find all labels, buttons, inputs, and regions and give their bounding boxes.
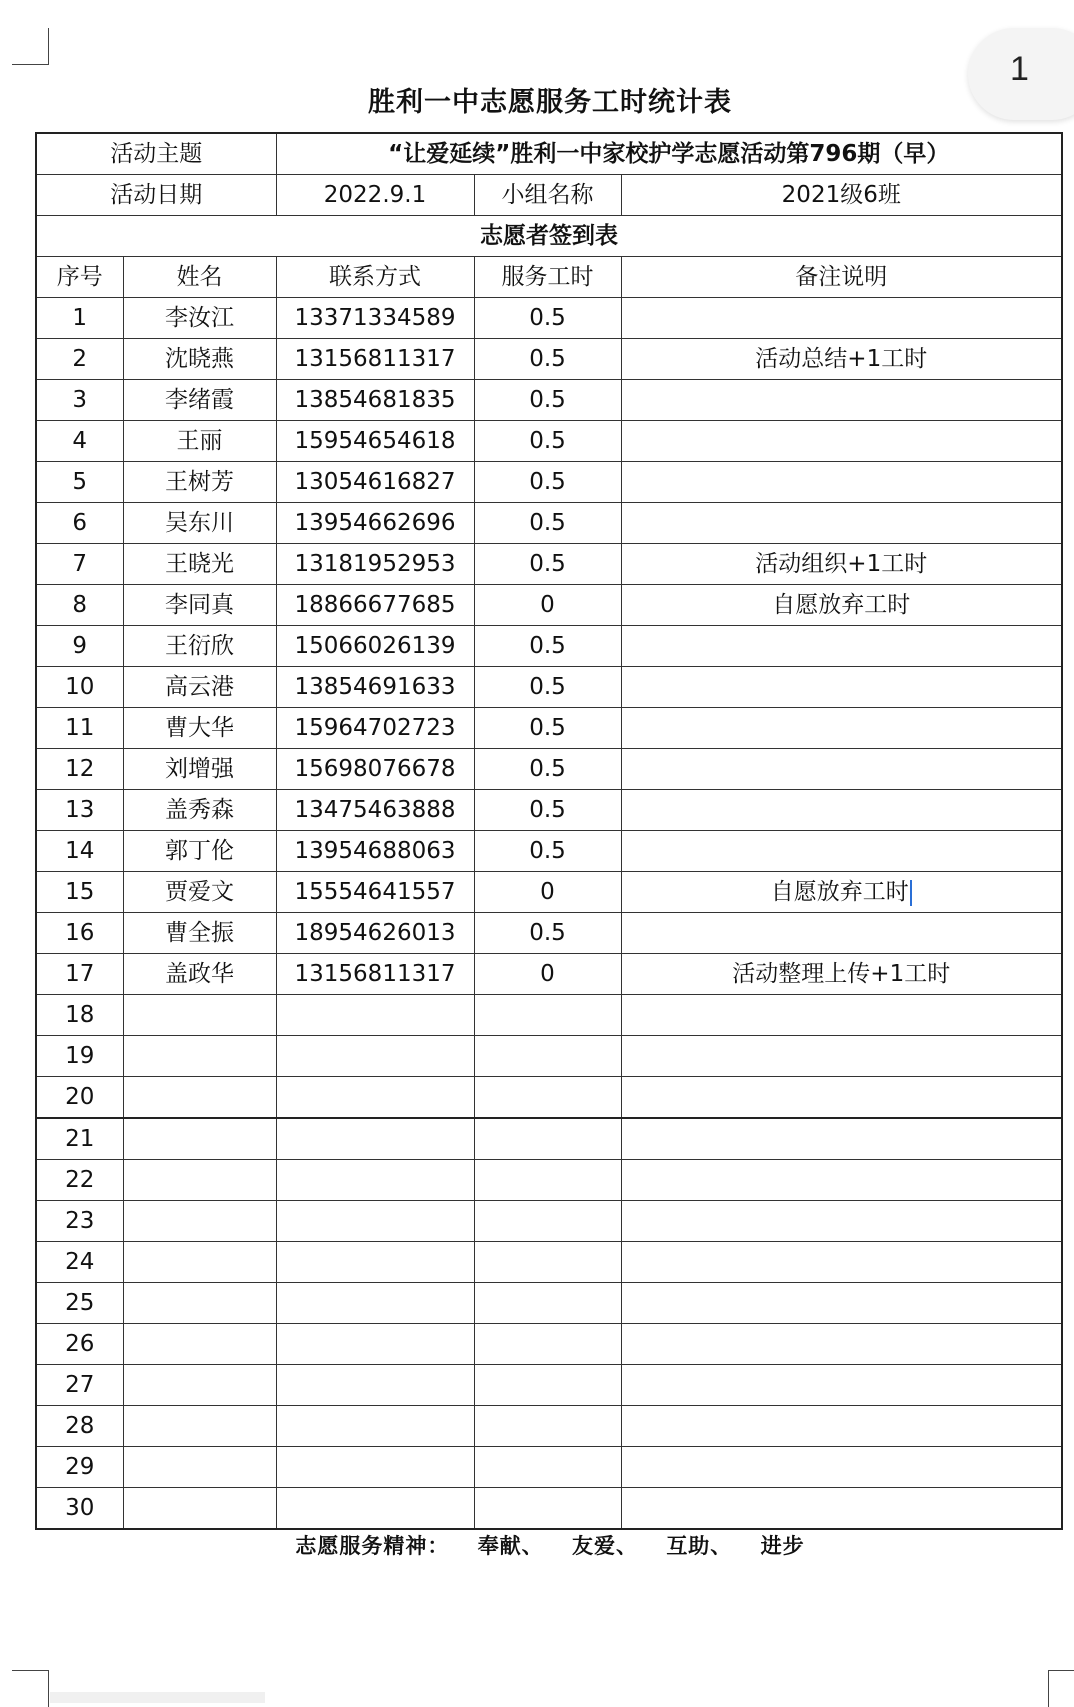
volunteer-name-cell[interactable] bbox=[123, 1447, 276, 1488]
remark-cell[interactable] bbox=[621, 1077, 1062, 1119]
row-number-cell[interactable]: 15 bbox=[36, 872, 123, 913]
remark-cell[interactable]: 活动总结+1工时 bbox=[621, 339, 1062, 380]
table-row bbox=[36, 1365, 1062, 1406]
table-row bbox=[36, 1160, 1062, 1201]
phone-number-cell[interactable] bbox=[276, 1447, 474, 1488]
service-hours-cell[interactable]: 0.5 bbox=[474, 626, 621, 667]
header-hours: 服务工时 bbox=[474, 257, 621, 298]
row-number-cell[interactable]: 9 bbox=[36, 626, 123, 667]
remark-cell[interactable]: 自愿放弃工时 bbox=[621, 872, 1062, 913]
row-number-cell[interactable]: 24 bbox=[36, 1242, 123, 1283]
table-row bbox=[36, 298, 1062, 339]
document-title: 胜利一中志愿服务工时统计表 bbox=[368, 87, 732, 118]
remark-cell[interactable] bbox=[621, 667, 1062, 708]
remark-cell[interactable] bbox=[621, 913, 1062, 954]
row-number-cell[interactable]: 5 bbox=[36, 462, 123, 503]
volunteer-name-cell[interactable]: 高云港 bbox=[123, 667, 276, 708]
service-hours-cell[interactable]: 0.5 bbox=[474, 339, 621, 380]
section-title: 志愿者签到表 bbox=[36, 216, 1062, 257]
service-hours-cell[interactable] bbox=[474, 1365, 621, 1406]
remark-cell[interactable] bbox=[621, 1118, 1062, 1160]
phone-number-cell[interactable] bbox=[276, 1406, 474, 1447]
phone-number-cell[interactable]: 13181952953 bbox=[276, 544, 474, 585]
phone-number-cell[interactable]: 15554641557 bbox=[276, 872, 474, 913]
phone-number-cell[interactable]: 13475463888 bbox=[276, 790, 474, 831]
service-hours-cell[interactable] bbox=[474, 1160, 621, 1201]
remark-cell[interactable] bbox=[621, 1406, 1062, 1447]
remark-cell[interactable] bbox=[621, 831, 1062, 872]
volunteer-name-cell[interactable]: 盖政华 bbox=[123, 954, 276, 995]
table-row bbox=[36, 462, 1062, 503]
topic-label: 活动主题 bbox=[36, 133, 276, 175]
volunteer-name-cell[interactable] bbox=[123, 1201, 276, 1242]
row-number-cell[interactable]: 17 bbox=[36, 954, 123, 995]
header-name: 姓名 bbox=[123, 257, 276, 298]
remark-cell[interactable] bbox=[621, 421, 1062, 462]
volunteer-name-cell[interactable]: 王树芳 bbox=[123, 462, 276, 503]
row-number-cell[interactable]: 16 bbox=[36, 913, 123, 954]
table-row bbox=[36, 585, 1062, 626]
footer-value: 进步 bbox=[760, 1534, 805, 1558]
service-hours-cell[interactable] bbox=[474, 1242, 621, 1283]
remark-cell[interactable]: 活动整理上传+1工时 bbox=[621, 954, 1062, 995]
group-label: 小组名称 bbox=[474, 175, 621, 216]
service-hours-cell[interactable]: 0.5 bbox=[474, 749, 621, 790]
text-cursor bbox=[910, 880, 912, 906]
service-hours-cell[interactable]: 0.5 bbox=[474, 421, 621, 462]
phone-number-cell[interactable] bbox=[276, 1488, 474, 1530]
remark-cell[interactable] bbox=[621, 749, 1062, 790]
table-row bbox=[36, 708, 1062, 749]
volunteer-name-cell[interactable]: 盖秀森 bbox=[123, 790, 276, 831]
service-hours-cell[interactable]: 0.5 bbox=[474, 708, 621, 749]
phone-number-cell[interactable]: 13054616827 bbox=[276, 462, 474, 503]
volunteer-name-cell[interactable] bbox=[123, 1242, 276, 1283]
header-note: 备注说明 bbox=[621, 257, 1062, 298]
page-corner-mark-top-left bbox=[12, 28, 49, 65]
phone-number-cell[interactable] bbox=[276, 1365, 474, 1406]
table-row bbox=[36, 1406, 1062, 1447]
footer-value: 奉献、 bbox=[477, 1534, 544, 1558]
service-hours-cell[interactable] bbox=[474, 1118, 621, 1160]
row-number-cell[interactable]: 20 bbox=[36, 1077, 123, 1119]
phone-number-cell[interactable]: 15954654618 bbox=[276, 421, 474, 462]
remark-cell[interactable] bbox=[621, 626, 1062, 667]
phone-number-cell[interactable] bbox=[276, 1201, 474, 1242]
table-row bbox=[36, 380, 1062, 421]
service-hours-cell[interactable] bbox=[474, 1406, 621, 1447]
phone-number-cell[interactable]: 13371334589 bbox=[276, 298, 474, 339]
table-row bbox=[36, 544, 1062, 585]
service-hours-cell[interactable]: 0 bbox=[474, 585, 621, 626]
row-number-cell[interactable]: 6 bbox=[36, 503, 123, 544]
table-row bbox=[36, 1324, 1062, 1365]
volunteer-name-cell[interactable]: 曹大华 bbox=[123, 708, 276, 749]
table-row bbox=[36, 503, 1062, 544]
volunteer-name-cell[interactable]: 李汝江 bbox=[123, 298, 276, 339]
table-row bbox=[36, 1036, 1062, 1077]
service-hours-cell[interactable]: 0.5 bbox=[474, 831, 621, 872]
phone-number-cell[interactable]: 15698076678 bbox=[276, 749, 474, 790]
service-hours-cell[interactable]: 0.5 bbox=[474, 544, 621, 585]
row-number-cell[interactable]: 12 bbox=[36, 749, 123, 790]
remark-cell[interactable] bbox=[621, 1324, 1062, 1365]
volunteer-name-cell[interactable]: 郭丁伦 bbox=[123, 831, 276, 872]
volunteer-name-cell[interactable]: 沈晓燕 bbox=[123, 339, 276, 380]
row-number-cell[interactable]: 26 bbox=[36, 1324, 123, 1365]
service-hours-cell[interactable] bbox=[474, 1488, 621, 1530]
footer-label: 志愿服务精神： bbox=[295, 1534, 450, 1558]
remark-cell[interactable] bbox=[621, 298, 1062, 339]
row-number-cell[interactable]: 30 bbox=[36, 1488, 123, 1530]
phone-number-cell[interactable]: 13954688063 bbox=[276, 831, 474, 872]
volunteer-name-cell[interactable] bbox=[123, 1406, 276, 1447]
service-hours-cell[interactable]: 0 bbox=[474, 954, 621, 995]
topic-row bbox=[36, 133, 1062, 175]
remark-cell[interactable]: 自愿放弃工时 bbox=[621, 585, 1062, 626]
phone-number-cell[interactable]: 13854691633 bbox=[276, 667, 474, 708]
volunteer-name-cell[interactable]: 李同真 bbox=[123, 585, 276, 626]
remark-cell[interactable] bbox=[621, 462, 1062, 503]
group-value[interactable]: 2021级6班 bbox=[621, 175, 1062, 216]
service-hours-cell[interactable]: 0.5 bbox=[474, 667, 621, 708]
remark-cell[interactable] bbox=[621, 1365, 1062, 1406]
scroll-strip bbox=[50, 1692, 265, 1703]
remark-cell[interactable]: 活动组织+1工时 bbox=[621, 544, 1062, 585]
row-number-cell[interactable]: 27 bbox=[36, 1365, 123, 1406]
footer-motto bbox=[0, 1530, 1074, 1560]
table-row bbox=[36, 626, 1062, 667]
service-hours-cell[interactable] bbox=[474, 1201, 621, 1242]
row-number-cell[interactable]: 19 bbox=[36, 1036, 123, 1077]
service-hours-cell[interactable]: 0.5 bbox=[474, 790, 621, 831]
service-hours-cell[interactable]: 0 bbox=[474, 872, 621, 913]
row-number-cell[interactable]: 7 bbox=[36, 544, 123, 585]
remark-cell[interactable] bbox=[621, 1242, 1062, 1283]
volunteer-name-cell[interactable] bbox=[123, 1118, 276, 1160]
row-number-cell[interactable]: 2 bbox=[36, 339, 123, 380]
phone-number-cell[interactable]: 13156811317 bbox=[276, 339, 474, 380]
table-row bbox=[36, 1242, 1062, 1283]
volunteer-name-cell[interactable]: 王衍欣 bbox=[123, 626, 276, 667]
service-hours-cell[interactable]: 0.5 bbox=[474, 503, 621, 544]
table-row bbox=[36, 749, 1062, 790]
service-hours-cell[interactable] bbox=[474, 1283, 621, 1324]
row-number-cell[interactable]: 10 bbox=[36, 667, 123, 708]
phone-number-cell[interactable] bbox=[276, 1242, 474, 1283]
table-row bbox=[36, 995, 1062, 1036]
page-corner-mark-bottom-left bbox=[12, 1670, 49, 1707]
page-corner-mark-bottom-right bbox=[1048, 1670, 1074, 1707]
row-number-cell[interactable]: 8 bbox=[36, 585, 123, 626]
remark-cell[interactable] bbox=[621, 503, 1062, 544]
phone-number-cell[interactable]: 15066026139 bbox=[276, 626, 474, 667]
volunteer-name-cell[interactable]: 王晓光 bbox=[123, 544, 276, 585]
volunteer-name-cell[interactable] bbox=[123, 1324, 276, 1365]
remark-cell[interactable] bbox=[621, 1447, 1062, 1488]
table-row bbox=[36, 831, 1062, 872]
table-row bbox=[36, 1118, 1062, 1160]
volunteer-name-cell[interactable] bbox=[123, 995, 276, 1036]
service-hours-cell[interactable]: 0.5 bbox=[474, 380, 621, 421]
service-hours-cell[interactable] bbox=[474, 1077, 621, 1119]
service-hours-cell[interactable] bbox=[474, 1036, 621, 1077]
service-hours-cell[interactable] bbox=[474, 1447, 621, 1488]
table-row bbox=[36, 421, 1062, 462]
row-number-cell[interactable]: 11 bbox=[36, 708, 123, 749]
remark-cell[interactable] bbox=[621, 1488, 1062, 1530]
volunteer-name-cell[interactable] bbox=[123, 1488, 276, 1530]
service-hours-cell[interactable] bbox=[474, 995, 621, 1036]
phone-number-cell[interactable]: 13854681835 bbox=[276, 380, 474, 421]
service-hours-cell[interactable] bbox=[474, 1324, 621, 1365]
footer-value: 互助、 bbox=[666, 1534, 733, 1558]
row-number-cell[interactable]: 18 bbox=[36, 995, 123, 1036]
remark-cell[interactable] bbox=[621, 995, 1062, 1036]
phone-number-cell[interactable]: 18866677685 bbox=[276, 585, 474, 626]
volunteer-name-cell[interactable]: 贾爱文 bbox=[123, 872, 276, 913]
row-number-cell[interactable]: 29 bbox=[36, 1447, 123, 1488]
remark-cell[interactable] bbox=[621, 1283, 1062, 1324]
row-number-cell[interactable]: 1 bbox=[36, 298, 123, 339]
volunteer-name-cell[interactable] bbox=[123, 1283, 276, 1324]
volunteer-hours-table bbox=[35, 132, 1063, 1530]
header-no: 序号 bbox=[36, 257, 123, 298]
table-row bbox=[36, 1077, 1062, 1119]
phone-number-cell[interactable] bbox=[276, 1036, 474, 1077]
phone-number-cell[interactable] bbox=[276, 1283, 474, 1324]
table-row bbox=[36, 339, 1062, 380]
volunteer-name-cell[interactable] bbox=[123, 1365, 276, 1406]
table-row bbox=[36, 1201, 1062, 1242]
volunteer-name-cell[interactable] bbox=[123, 1077, 276, 1119]
phone-number-cell[interactable]: 13954662696 bbox=[276, 503, 474, 544]
table-row bbox=[36, 1488, 1062, 1530]
phone-number-cell[interactable]: 18954626013 bbox=[276, 913, 474, 954]
table-row bbox=[36, 954, 1062, 995]
row-number-cell[interactable]: 21 bbox=[36, 1118, 123, 1160]
service-hours-cell[interactable]: 0.5 bbox=[474, 298, 621, 339]
table-row bbox=[36, 790, 1062, 831]
row-number-cell[interactable]: 14 bbox=[36, 831, 123, 872]
remark-cell[interactable] bbox=[621, 790, 1062, 831]
phone-number-cell[interactable] bbox=[276, 1077, 474, 1119]
volunteer-name-cell[interactable]: 王丽 bbox=[123, 421, 276, 462]
row-number-cell[interactable]: 23 bbox=[36, 1201, 123, 1242]
volunteer-name-cell[interactable]: 刘增强 bbox=[123, 749, 276, 790]
table-row bbox=[36, 913, 1062, 954]
footer-value: 友爱、 bbox=[572, 1534, 638, 1558]
phone-number-cell[interactable] bbox=[276, 1118, 474, 1160]
remark-cell[interactable] bbox=[621, 1036, 1062, 1077]
remark-cell[interactable] bbox=[621, 1160, 1062, 1201]
table-row bbox=[36, 1447, 1062, 1488]
phone-number-cell[interactable]: 13156811317 bbox=[276, 954, 474, 995]
row-number-cell[interactable]: 3 bbox=[36, 380, 123, 421]
remark-cell[interactable] bbox=[621, 380, 1062, 421]
topic-value[interactable]: “让爱延续”胜利一中家校护学志愿活动第796期（早） bbox=[276, 133, 1062, 175]
remark-cell[interactable] bbox=[621, 708, 1062, 749]
header-row bbox=[36, 257, 1062, 298]
service-hours-cell[interactable]: 0.5 bbox=[474, 462, 621, 503]
date-row bbox=[36, 175, 1062, 216]
section-title-row bbox=[36, 216, 1062, 257]
row-number-cell[interactable]: 22 bbox=[36, 1160, 123, 1201]
header-phone: 联系方式 bbox=[276, 257, 474, 298]
table-row bbox=[36, 1283, 1062, 1324]
table-row bbox=[36, 872, 1062, 913]
row-number-cell[interactable]: 25 bbox=[36, 1283, 123, 1324]
phone-number-cell[interactable] bbox=[276, 995, 474, 1036]
row-number-cell[interactable]: 13 bbox=[36, 790, 123, 831]
volunteer-name-cell[interactable] bbox=[123, 1036, 276, 1077]
remark-cell[interactable] bbox=[621, 1201, 1062, 1242]
phone-number-cell[interactable] bbox=[276, 1160, 474, 1201]
table-row bbox=[36, 667, 1062, 708]
volunteer-name-cell[interactable]: 李绪霞 bbox=[123, 380, 276, 421]
page-number: 1 bbox=[1010, 50, 1029, 88]
date-value[interactable]: 2022.9.1 bbox=[276, 175, 474, 216]
volunteer-name-cell[interactable]: 曹全振 bbox=[123, 913, 276, 954]
row-number-cell[interactable]: 28 bbox=[36, 1406, 123, 1447]
row-number-cell[interactable]: 4 bbox=[36, 421, 123, 462]
phone-number-cell[interactable] bbox=[276, 1324, 474, 1365]
date-label: 活动日期 bbox=[36, 175, 276, 216]
volunteer-name-cell[interactable]: 吴东川 bbox=[123, 503, 276, 544]
volunteer-name-cell[interactable] bbox=[123, 1160, 276, 1201]
service-hours-cell[interactable]: 0.5 bbox=[474, 913, 621, 954]
phone-number-cell[interactable]: 15964702723 bbox=[276, 708, 474, 749]
